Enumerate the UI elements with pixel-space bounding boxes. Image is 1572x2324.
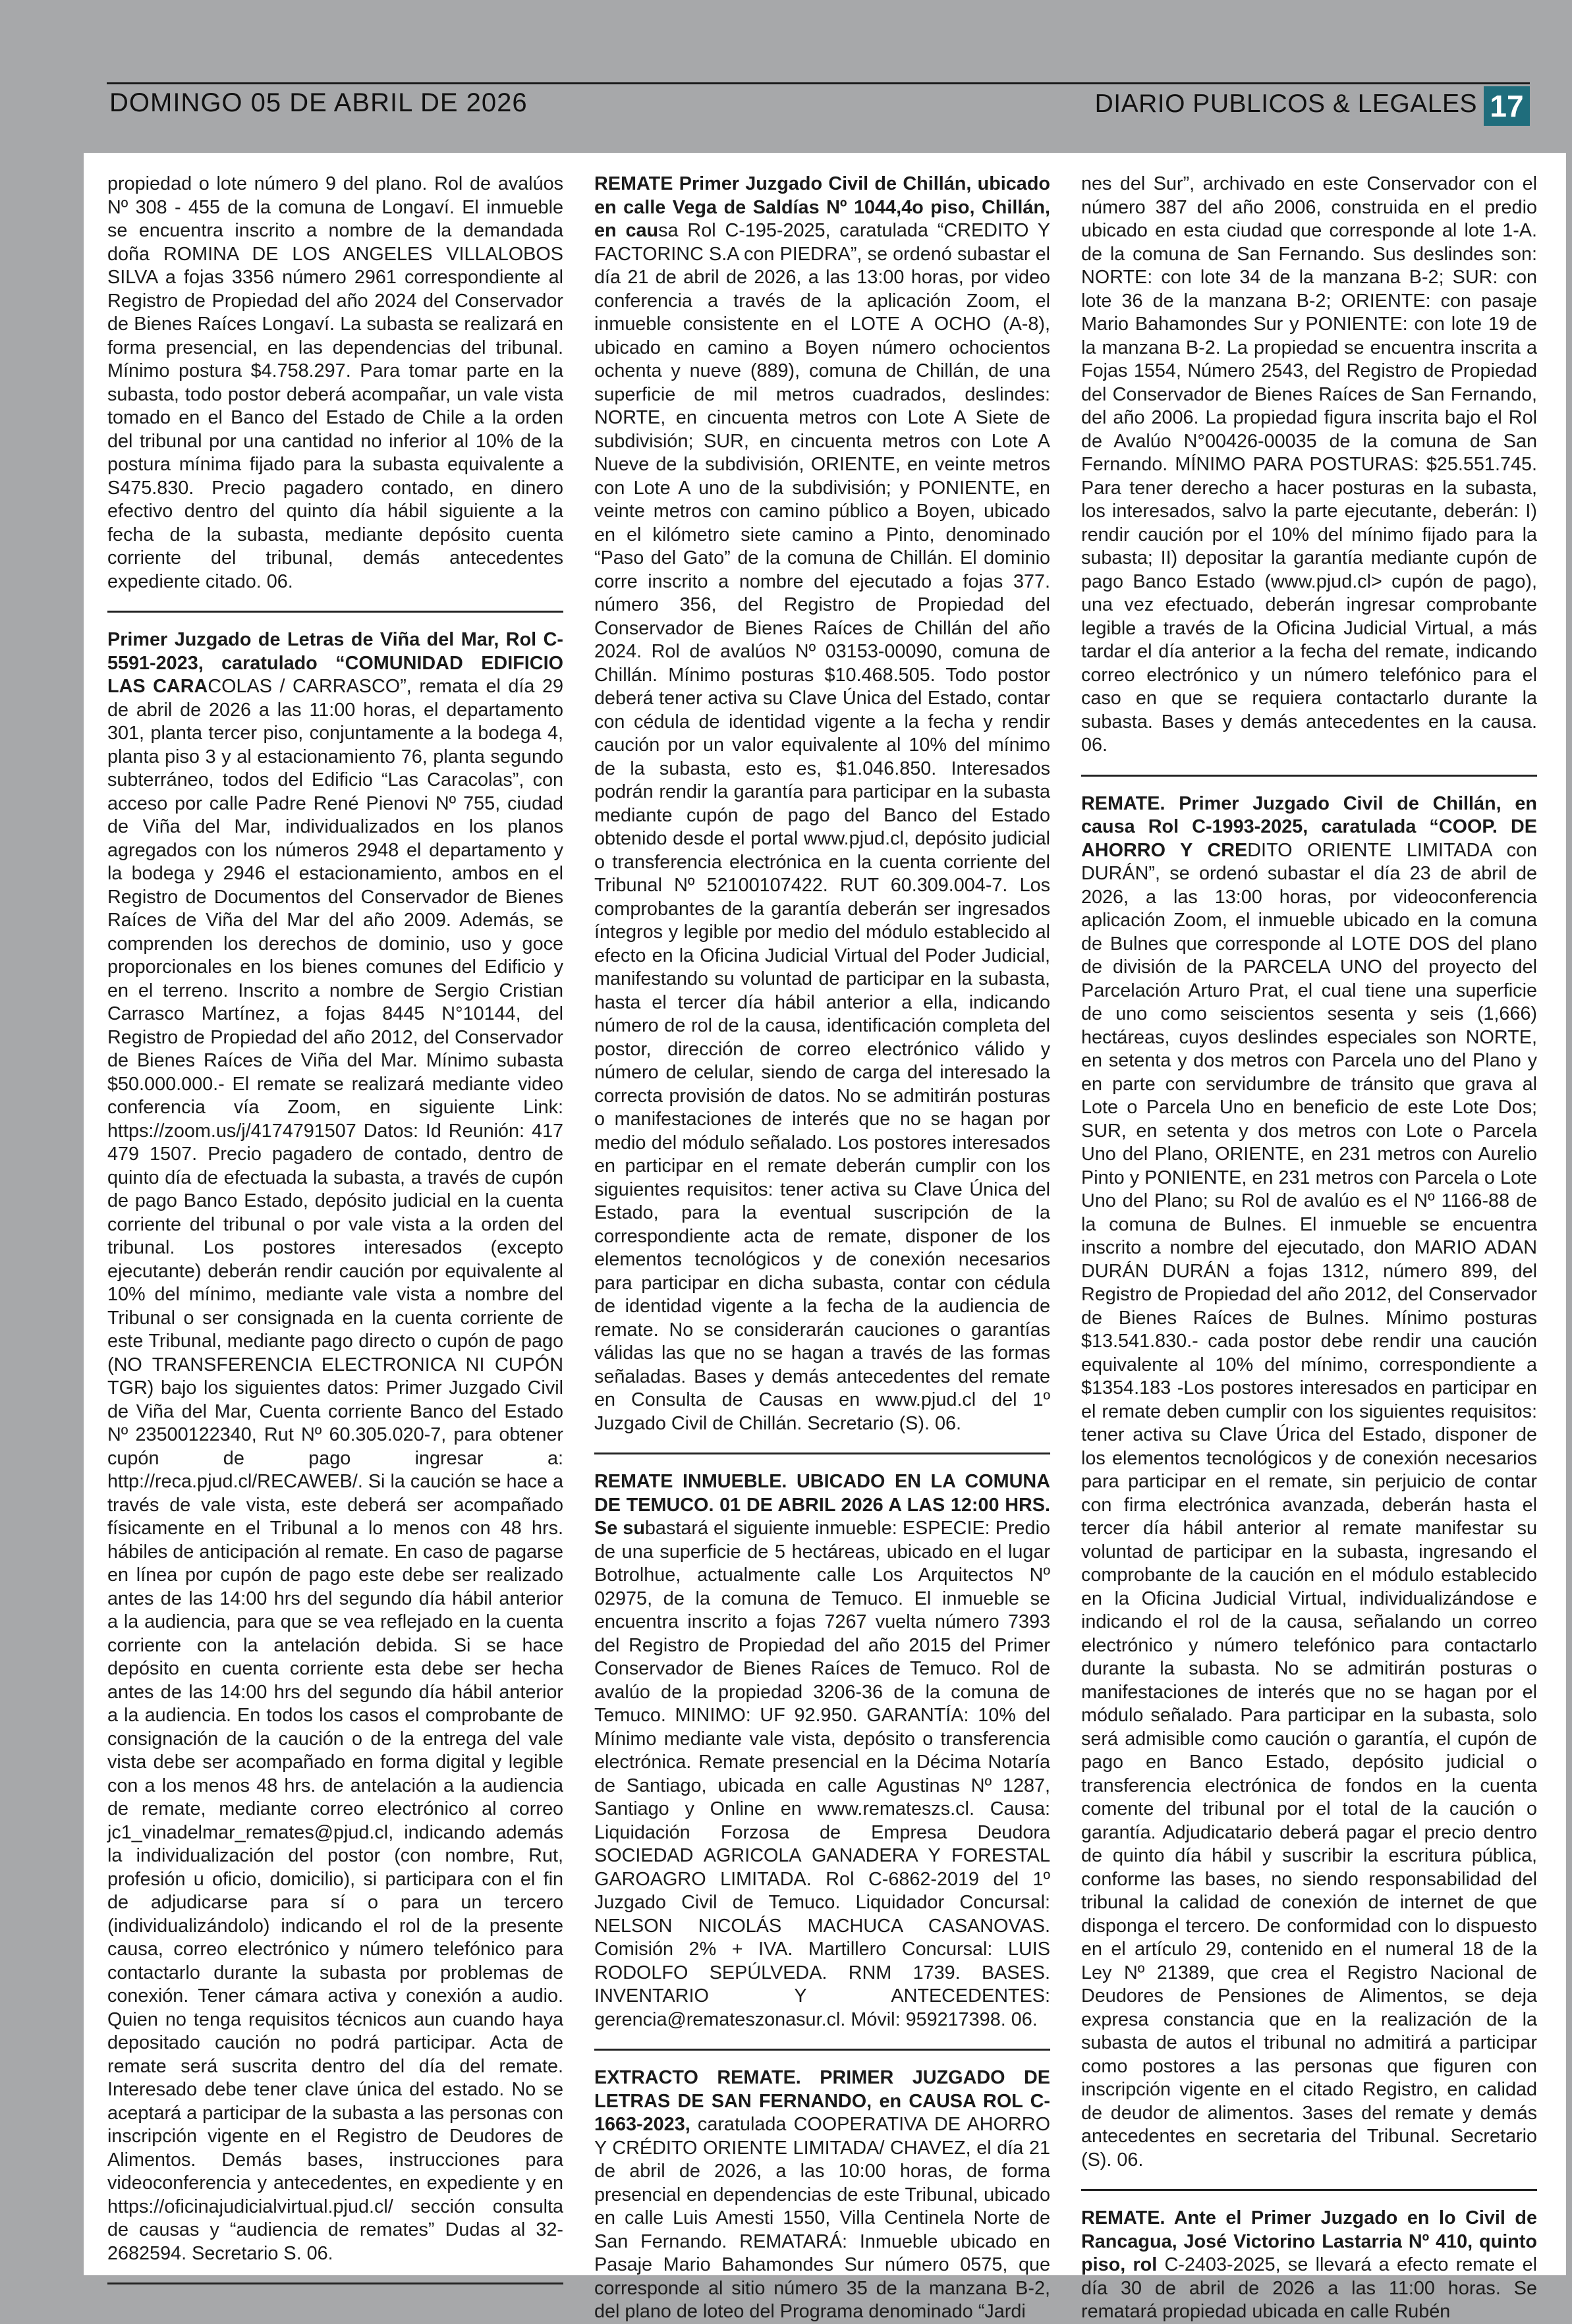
notice-divider: [1081, 775, 1537, 777]
notice-text: bastará el siguiente inmueble: ESPECIE: Predio de una superficie de 5 hectáreas, ubicado en el lugar Botrolhue, actualmente calle Los Arquitectos Nº 02975, de la comuna de Temuco. El inmueble se encuentra inscrito a fojas 7267 vuelta número 7393 del Registro de Propiedad del año 2015 del Primer Conservador de Bienes Raíces de Temuco. Rol de avalúo de la propiedad 3206-36 de la comuna de Temuco. MINIMO: UF 92.950. GARANTÍA: 10% del Mínimo mediante vale vista, depósito o transferencia electrónica. Remate presencial en la Décima Notaría de Santiago, ubicada en calle Agustinas Nº 1287, Santiago y Online en www.remateszs.cl. Causa: Liquidación Forzosa de Empresa Deudora SOCIEDAD AGRICOLA GANADERA Y FORESTAL GAROAGRO LIMITADA. Rol C-6862-2019 del 1º Juzgado Civil de Temuco. Liquidador Concursal: NELSON NICOLÁS MACHUCA CASANOVAS. Comisión 2% + IVA. Martillero Concursal: LUIS RODOLFO SEPÚLVEDA. RNM 1739. BASES. INVENTARIO Y ANTECEDENTES: gerencia@remateszonasur.cl. Móvil: 959217398. 06.: [594, 1518, 1050, 2030]
publication-name: DIARIO PUBLICOS & LEGALES: [1094, 90, 1477, 118]
notice-heading: REMATE INMUEBLE. UBICADO EN LA COMUNA DE TEMUCO. 01 DE ABRIL 2026 A LAS 12:00 HRS. Se su: [594, 1471, 1050, 1539]
notice-divider: [594, 1452, 1050, 1454]
notice-text: C-2403-2025, se llevará a efecto remate el día 30 de abril de 2026 a las 11:00 horas. Se rematará propiedad ubicada en calle Rubén: [1081, 2254, 1537, 2322]
notice-rancagua: [1081, 2207, 1537, 2324]
notice-divider: [107, 2282, 563, 2284]
notice-heading: EXTRACTO REMATE. PRIMER JUZGADO DE LETRAS DE SAN FERNANDO, en CAUSA ROL C-1663-2023,: [594, 2067, 1050, 2135]
column-middle: [594, 173, 1050, 2324]
column-left: [107, 173, 563, 2300]
notice-text: DITO ORIENTE LIMITADA con DURÁN”, se ordenó subastar el día 23 de abril de 2026, a las 13:00 horas, por videoconferencia aplicación Zoom, el inmueble ubicado en la comuna de Bulnes que corresponde al LOTE DOS del plano de división de la PARCELA UNO del proyecto del Parcelación Arturo Prat, el cual tiene una superficie de uno como seiscientos sesenta y seis (1,666) hectáreas, cuyos deslindes especiales son NORTE, en setenta y dos metros con Parcela uno del Plano y en parte con servidumbre de tránsito que grava al Lote o Parcela Uno en beneficio de este Lote Dos; SUR, en setenta y dos metros con Lote o Parcela Uno del Plano, ORIENTE, en 231 metros con Aurelio Pinto y PONIENTE, en 231 metros con Parcela o Lote Uno del Plano; su Rol de avalúo es el Nº 1166-88 de la comuna de Bulnes. El inmueble se encuentra inscrito a nombre del ejecutado, don MARIO ADAN DURÁN DURÁN a fojas 1312, número 899, del Registro de Propiedad del año 2012, del Conservador de Bienes Raíces de Bulnes. Mínimo posturas $13.541.830.- cada postor debe rendir una caución equivalente al 10% del mínimo, correspondiente a $1354.183 -Los postores interesados en participar en el remate deben cumplir con los siguientes requisitos: tener activa su Clave Úrica del Estado, disponer de los elementos tecnológicos y de conexión necesarios para participar en el remate, sin perjuicio de contar con firma electrónica avanzada, deberán hasta el tercer día hábil anterior al remate manifestar su voluntad de participar en la subasta, ingresando el comprobante de la caución en el módulo establecido en la Oficina Judicial Virtual, individualizándose e indicando el rol de la causa, señalando un correo electrónico y número telefónico para contactarlo durante la subasta. No se admitirán posturas o manifestaciones de interés que no se hagan por el módulo señalado. Para participar en la subasta, solo será admisible como caución o garantía, el cupón de pago en Banco Estado, depósito judicial o transferencia electrónica de fondos en la cuenta comente del tribunal por el total de la caución o garantía. Adjudicatario deberá pagar el precio dentro de quinto día hábil y suscribir la escritura pública, conforme las bases, no siendo responsabilidad del tribunal la calidad de conexión de internet de que disponga el tercero. De conformidad con lo dispuesto en el artículo 29, contenido en el numeral 18 de la Ley Nº 21389, que crea el Registro Nacional de Deudores de Pensiones de Alimentos, se deja expresa constancia que en la realización de la subasta de autos el tribunal no admitirá a participar como postores a las personas que figuren con inscripción vigente en el citado Registro, en calidad de deudor de alimentos. 3ases del remate y demás antecedentes en secretaria del Tribunal. Secretario (S). 06.: [1081, 839, 1537, 2171]
notice-san-fernando: [594, 2066, 1050, 2324]
notice-heading: REMATE. Primer Juzgado Civil de Chillán, en causa Rol C-1993-2025, caratulada “COOP. DE AHORRO Y CRE: [1081, 792, 1537, 861]
issue-date: DOMINGO 05 DE ABRIL DE 2026: [109, 88, 528, 117]
notice-heading: REMATE Primer Juzgado Civil de Chillán, ubicado en calle Vega de Saldías Nº 1044,4o piso, Chillán, en cau: [594, 173, 1050, 241]
column-right: [1081, 173, 1537, 2324]
newspaper-page: [84, 153, 1566, 2322]
notice-text: caratulada COOPERATIVA DE AHORRO Y CRÉDITO ORIENTE LIMITADA/ CHAVEZ, el día 21 de abril de 2026, a las 10:00 horas, de forma presencial en dependencias de este Tribunal, ubicado en calle Luis Amesti 1550, Villa Centinela Norte de San Fernando. REMATARÁ: Inmueble ubicado en Pasaje Mario Bahamondes Sur número 0575, que corresponde al sitio número 35 de la manzana B-2, del plano de loteo del Programa denominado “Jardi: [594, 2114, 1050, 2322]
page-header: [107, 82, 1530, 132]
notice-divider: [107, 611, 563, 613]
notice-chillan-duran: [1081, 792, 1537, 2172]
page-number-badge: 17: [1484, 86, 1530, 126]
notice-text: COLAS / CARRASCO”, remata el día 29 de abril de 2026 a las 11:00 horas, el departamento 301, planta tercer piso, conjuntamente a la bodega 4, planta piso 3 y al estacionamiento 76, planta segundo subterráneo, todos del Edificio “Las Caracolas”, con acceso por calle Padre René Pienovi Nº 755, ciudad de Viña del Mar, individualizados en los planos agregados con los números 2948 el departamento y la bodega y 2946 el estacionamiento, ambos en el Registro de Documentos del Conservador de Bienes Raíces de Viña del Mar del año 2009. Además, se comprenden los derechos de dominio, uso y goce proporcionales en los bienes comunes del Edificio y en el terreno. Inscrito a nombre de Sergio Cristian Carrasco Martínez, a fojas 8445 N°10144, del Registro de Propiedad del año 2012, del Conservador de Bienes Raíces de Viña del Mar. Mínimo subasta $50.000.000.- El remate se realizará mediante video conferencia vía Zoom, en siguiente Link: https://zoom.us/j/4174791507 Datos: Id Reunión: 417 479 1507. Precio pagadero de contado, dentro de quinto día de efectuada la subasta, a través de cupón de pago Banco Estado, depósito judicial en la cuenta corriente del tribunal o por vale vista a la orden del tribunal. Los postores interesados (excepto ejecutante) deberán rendir caución por equivalente al 10% del mínimo, mediante vale vista a nombre del Tribunal o ser consignada en la cuenta corriente de este Tribunal, mediante pago directo o cupón de pago (NO TRANSFERENCIA ELECTRONICA NI CUPÓN TGR) bajo los siguientes datos: Primer Juzgado Civil de Viña del Mar, Cuenta corriente Banco del Estado Nº 23500122340, Rut Nº 60.305.020-7, para obtener cupón de pago ingresar a: http://reca.pjud.cl/RECAWEB/. Si la caución se hace a través de vale vista, este deberá ser acompañado físicamente en el Tribunal a lo menos con 48 hrs. hábiles de anticipación al remate. En caso de pagarse en línea por cupón de pago este debe ser realizado antes de las 14:00 hrs del segundo día hábil anterior a la audiencia, para que se vea reflejado en la cuenta corriente con la antelación debida. Si se hace depósito en cuenta corriente esta debe ser hecha antes de las 14:00 hrs del segundo día hábil anterior a la audiencia. En todos los casos el comprobante de consignación de la caución o de la entrega del vale vista debe ser acompañado en forma digital y legible con a los menos 48 hrs. de antelación a la audiencia de remate, mediante correo electrónico al correo jc1_vinadelmar_remates@pjud.cl, indicando además la individualización del postor (con nombre, Rut, profesión u oficio, domicilio), si participara con el fin de adjudicarse para sí o para un tercero (individualizándolo) indicando el rol de la presente causa, correo electrónico y número telefónico para contactarlo durante la subasta por problemas de conexión. Tener cámara activa y conexión a audio. Quien no tenga requisitos técnicos aun cuando haya depositado caución no podrá participar. Acta de remate será suscrita dentro del día del remate. Interesado debe tener clave única del estado. No se aceptará a participar de la subasta a las personas con inscripción vigente en el Registro de Deudores de Alimentos. Demás bases, instrucciones para videoconferencia y antecedentes, en expediente y en https://oficinajudicialvirtual.pjud.cl/ sección consulta de causas y “audiencia de remates” Dudas al 32-2682594. Secretario S. 06.: [107, 676, 563, 2264]
notice-heading: REMATE. Ante el Primer Juzgado en lo Civil de Rancagua, José Victorino Lastarria Nº 410, quinto piso, rol: [1081, 2207, 1537, 2275]
notice-text: sa Rol C-195-2025, caratulada “CREDITO Y FACTORINC S.A con PIEDRA”, se ordenó subastar el día 21 de abril de 2026, a las 13:00 horas, por video conferencia a través de la aplicación Zoom, el inmueble consistente en el LOTE A OCHO (A-8), ubicado en camino a Boyen número ochocientos ochenta y nueve (889), comuna de Chillán, de una superficie de mil metros cuadrados, deslindes: NORTE, en cincuenta metros con Lote A Siete de subdivisión; SUR, en cincuenta metros con Lote A Nueve de la subdivisión, ORIENTE, en veinte metros con Lote A uno de la subdivisión; y PONIENTE, en veinte metros con camino público a Boyen, ubicado en el kilómetro siete camino a Pinto, denominado “Paso del Gato” de la comuna de Chillán. El dominio corre inscrito a nombre del ejecutado a fojas 377. número 356, del Registro de Propiedad del Conservador de Bienes Raíces de Chillán del año 2024. Rol de avalúos Nº 03153-00090, comuna de Chillán. Mínimo posturas $10.468.505. Todo postor deberá tener activa su Clave Única del Estado, contar con cédula de identidad vigente a la fecha y rendir caución por un valor equivalente al 10% del mínimo de la subasta, esto es, $1.046.850. Interesados podrán rendir la garantía para participar en la subasta mediante cupón de pago del Banco del Estado obtenido desde el portal www.pjud.cl, depósito judicial o transferencia electrónica en la cuenta corriente del Tribunal Nº 52100107422. RUT 60.309.004-7. Los comprobantes de la garantía deberán ser ingresados íntegros y legible por medio del módulo establecido al efecto en la Oficina Judicial Virtual del Poder Judicial, manifestando su voluntad de participar en la subasta, hasta el tercer día hábil anterior a ella, indicando número de rol de la causa, identificación completa del postor, dirección de correo electrónico válido y número de celular, siendo de carga del interesado la correcta provisión de datos. No se admitirán posturas o manifestaciones de interés que no se hagan por medio del módulo señalado. Los postores interesados en participar en el remate deberán cumplir con los siguientes requisitos: tener activa su Clave Única del Estado, para la eventual suscripción de la correspondiente acta de remate, disponer de los elementos tecnológicos y de conexión necesarios para participar en dicha subasta, contar con cédula de identidad vigente a la fecha de la audiencia de remate. No se considerarán cauciones o garantías válidas las que no se hagan a través de las formas señaladas. Bases y demás antecedentes del remate en Consulta de Causas en www.pjud.cl del 1º Juzgado Civil de Chillán. Secretario (S). 06.: [594, 220, 1050, 1434]
notice-text: nes del Sur”, archivado en este Conservador con el número 387 del año 2006, construida en el predio ubicado en esta ciudad que corresponde al lote 1-A. de la comuna de San Fernando. Sus deslindes son: NORTE: con lote 34 de la manzana B-2; SUR: con lote 36 de la manzana B-2; ORIENTE: con pasaje Mario Bahamondes Sur y PONIENTE: con lote 19 de la manzana B-2. La propiedad se encuentra inscrita a Fojas 1554, Número 2543, del Registro de Propiedad del Conservador de Bienes Raíces de San Fernando, del año 2006. La propiedad figura inscrita bajo el Rol de Avalúo N°00426-00035 de la comuna de San Fernando. MÍNIMO PARA POSTURAS: $25.551.745. Para tener derecho a hacer posturas en la subasta, los interesados, salvo la parte ejecutante, deberán: I) rendir caución por el 10% del mínimo fijado para la subasta; II) depositar la garantía mediante cupón de pago Banco Estado (www.pjud.cl> cupón de pago), una vez efectuado, deberán ingresar comprobante legible a través de la Oficina Judicial Virtual, a más tardar el día anterior a la fecha del remate, indicando correo electrónico y un número telefónico para el caso en que se requiera contactarlo durante la subasta. Bases y demás antecedentes en la causa. 06.: [1081, 173, 1537, 756]
notice-heading: Primer Juzgado de Letras de Viña del Mar, Rol C-5591-2023, caratulado “COMUNIDAD EDIFICIO LAS CARA: [107, 629, 563, 697]
notice-divider: [594, 2049, 1050, 2051]
notice-san-fernando-continued: [1081, 173, 1537, 758]
notice-chillan-piedra: [594, 173, 1050, 1435]
notice-longavi-continued: [107, 173, 563, 594]
notice-text: propiedad o lote número 9 del plano. Rol de avalúos Nº 308 - 455 de la comuna de Longaví. El inmueble se encuentra inscrito a nombre de la demandada doña ROMINA DE LOS ANGELES VILLALOBOS SILVA a fojas 3356 número 2961 correspondiente al Registro de Propiedad del año 2024 del Conservador de Bienes Raíces Longaví. La subasta se realizará en forma presencial, en las dependencias del tribunal. Mínimo postura $4.758.297. Para tomar parte en la subasta, todo postor deberá acompañar, un vale vista tomado en el Banco del Estado de Chile a la orden del tribunal por una cantidad no inferior al 10% de la postura mínima fijado para la subasta equivalente a S475.830. Precio pagadero contado, en dinero efectivo dentro del quinto día hábil siguiente a la fecha de la subasta, mediante depósito cuenta corriente del tribunal, demás antecedentes expediente citado. 06.: [107, 173, 563, 592]
notice-vina-del-mar: [107, 628, 563, 2265]
notice-temuco: [594, 1470, 1050, 2032]
notice-divider: [1081, 2189, 1537, 2191]
